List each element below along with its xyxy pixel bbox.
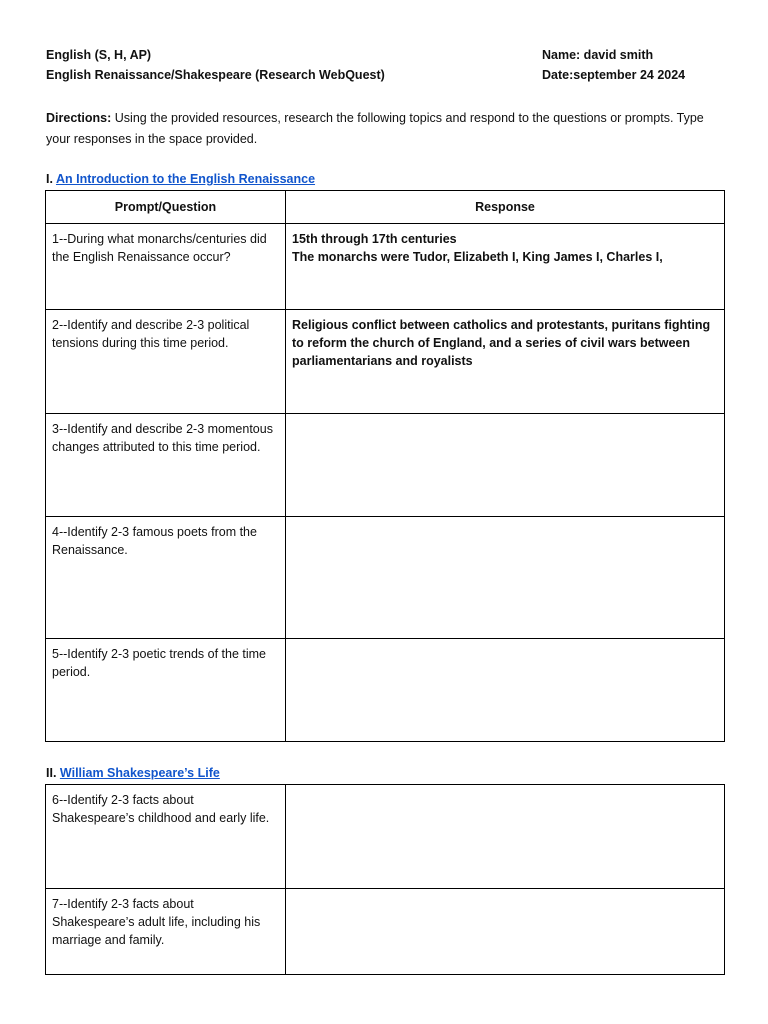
prompt-cell: 2--Identify and describe 2-3 political tensions during this time period. bbox=[46, 310, 286, 414]
table-row bbox=[46, 639, 725, 742]
section-2-numeral: II. bbox=[46, 766, 57, 780]
directions-paragraph bbox=[46, 108, 716, 150]
prompt-cell: 3--Identify and describe 2-3 momentous changes attributed to this time period. bbox=[46, 414, 286, 517]
table-row bbox=[46, 889, 725, 975]
prompt-cell: 5--Identify 2-3 poetic trends of the time period. bbox=[46, 639, 286, 742]
table-row bbox=[46, 517, 725, 639]
response-line: The monarchs were Tudor, Elizabeth I, King James I, Charles I, bbox=[292, 250, 663, 264]
table-header-row bbox=[46, 191, 725, 224]
response-cell[interactable] bbox=[286, 224, 725, 310]
directions-text: Using the provided resources, research the following topics and respond to the questions or prompts. Type your responses in the space provided. bbox=[46, 111, 704, 146]
prompt-cell: 4--Identify 2-3 famous poets from the Renaissance. bbox=[46, 517, 286, 639]
response-cell[interactable]: Religious conflict between catholics and protestants, puritans fighting to reform the church of England, and a series of civil wars between parliamentarians and royalists bbox=[286, 310, 725, 414]
section-2-table bbox=[45, 784, 725, 975]
table-row bbox=[46, 310, 725, 414]
table-row bbox=[46, 414, 725, 517]
section-1-heading bbox=[46, 170, 315, 188]
response-line: 15th through 17th centuries bbox=[292, 232, 457, 246]
directions-label: Directions: bbox=[46, 111, 112, 125]
section-2-heading bbox=[46, 764, 220, 782]
section-1-numeral: I. bbox=[46, 172, 53, 186]
response-column-header: Response bbox=[286, 191, 725, 224]
course-title: English (S, H, AP) bbox=[46, 48, 152, 62]
section-1-link[interactable]: An Introduction to the English Renaissance bbox=[55, 172, 316, 186]
response-cell[interactable] bbox=[286, 889, 725, 975]
response-cell[interactable] bbox=[286, 639, 725, 742]
response-cell[interactable] bbox=[286, 414, 725, 517]
section-2-link[interactable]: William Shakespeare’s Life bbox=[59, 766, 220, 780]
prompt-cell: 7--Identify 2-3 facts about Shakespeare’s adult life, including his marriage and family. bbox=[46, 889, 286, 975]
table-row bbox=[46, 224, 725, 310]
document-header bbox=[46, 46, 722, 86]
section-1-table bbox=[45, 190, 725, 742]
unit-title: English Renaissance/Shakespeare (Research WebQuest) bbox=[46, 68, 385, 82]
student-name[interactable]: Name: david smith bbox=[542, 48, 654, 62]
prompt-cell: 6--Identify 2-3 facts about Shakespeare’s childhood and early life. bbox=[46, 785, 286, 889]
response-cell[interactable] bbox=[286, 517, 725, 639]
prompt-cell: 1--During what monarchs/centuries did the English Renaissance occur? bbox=[46, 224, 286, 310]
assignment-date[interactable]: Date:september 24 2024 bbox=[542, 68, 686, 82]
prompt-column-header: Prompt/Question bbox=[46, 191, 286, 224]
response-cell[interactable] bbox=[286, 785, 725, 889]
table-row bbox=[46, 785, 725, 889]
